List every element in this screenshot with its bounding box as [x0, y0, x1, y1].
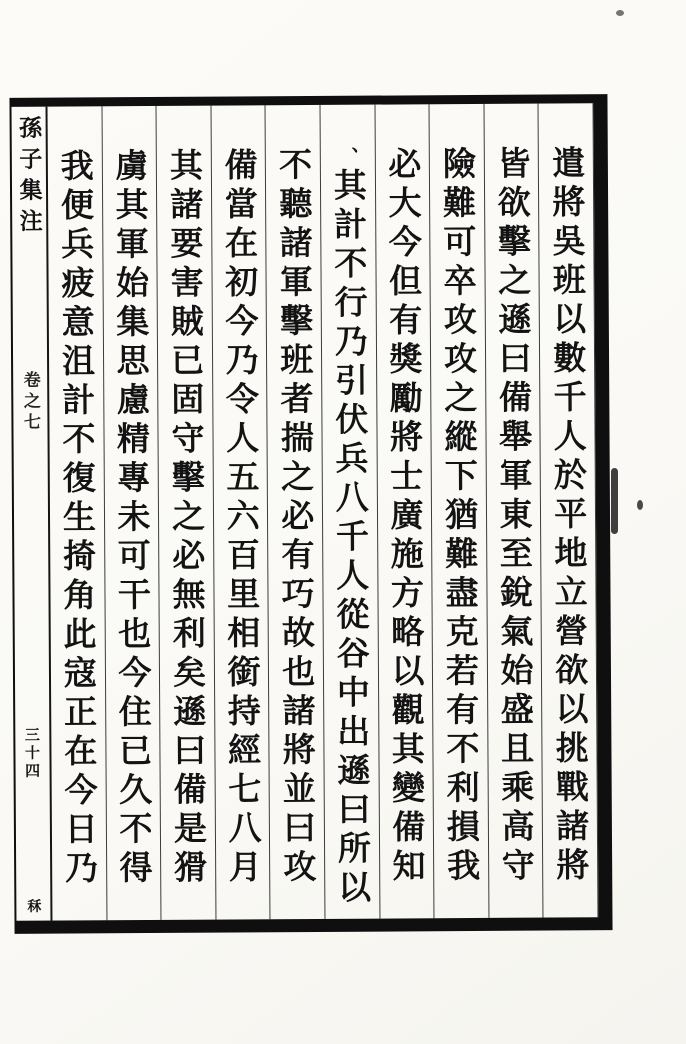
text-column-8 — [157, 106, 217, 920]
column-text — [267, 147, 324, 919]
column-text — [540, 145, 597, 917]
text-column-5 — [321, 105, 381, 919]
column-characters: 我便兵疲意沮計不復生掎角此寇正在今日乃 — [55, 148, 100, 890]
column-text — [49, 148, 106, 920]
ink-smudge — [616, 10, 624, 16]
column-text — [158, 148, 215, 920]
text-body — [48, 103, 599, 920]
page-number: 三十四 — [22, 726, 42, 781]
column-characters: 不聽諸軍擊班者揣之必有巧故也諸將並曰攻 — [273, 146, 318, 889]
page-frame — [9, 94, 612, 934]
ink-smudge — [611, 468, 618, 534]
text-column-10 — [48, 106, 108, 920]
text-column-1 — [539, 103, 599, 917]
column-text — [376, 146, 433, 918]
column-characters: 其諸要害賊已固守擊之必無利矣遜曰備是猾 — [164, 147, 209, 889]
column-text — [431, 146, 488, 918]
column-characters: 虜其軍始集思慮精專未可干也今住已久不得 — [110, 147, 154, 890]
column-characters: 備當在初今乃令人五六百里相銜持經七八月 — [219, 147, 263, 889]
text-column-2 — [484, 104, 544, 918]
margin-strip — [12, 107, 53, 921]
column-text — [103, 148, 160, 920]
column-text — [485, 146, 542, 918]
text-column-4 — [375, 104, 435, 918]
column-characters: 其計不行乃引伏兵八千人從谷中出遜曰所以 — [328, 167, 373, 909]
column-text — [322, 147, 379, 919]
column-text — [212, 147, 269, 919]
text-column-3 — [430, 104, 490, 918]
text-column-9 — [102, 106, 162, 920]
text-column-7 — [211, 105, 271, 919]
column-characters: 皆欲擊之遜曰備舉軍東至銳氣始盛且乘高守 — [492, 145, 536, 887]
reading-mark: 、 — [336, 146, 359, 168]
column-characters: 險難可卒攻攻之縱下猶難盡克若有不利損我 — [437, 145, 482, 888]
volume-label: 卷之七 — [19, 370, 41, 434]
ink-smudge — [637, 500, 643, 510]
column-characters: 遣將吳班以數千人於平地立營欲以挑戰諸將 — [546, 145, 591, 887]
book-title: 孫子集注 — [15, 115, 43, 240]
text-column-6 — [266, 105, 326, 919]
column-characters: 必大今但有獎勵將士廣施方略以觀其變備知 — [383, 146, 427, 888]
carver-mark: 秝 — [25, 898, 42, 913]
